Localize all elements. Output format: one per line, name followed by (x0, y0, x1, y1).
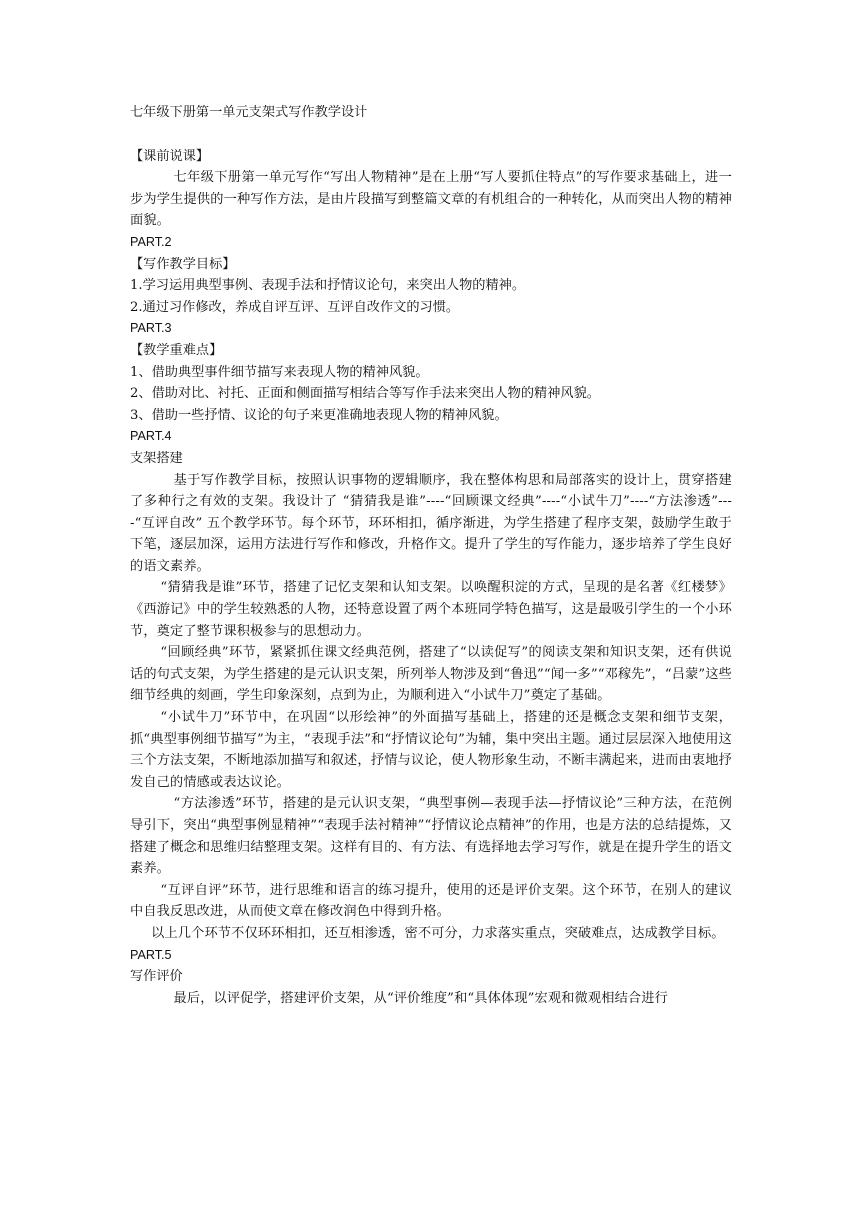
part-3-label: PART.3 (130, 321, 172, 336)
part-2-label: PART.2 (130, 234, 172, 249)
preclass-heading: 【课前说课】 (130, 148, 210, 164)
scaffold-paragraph-5: “方法渗透”环节，搭建的是元认识支架，“典型事例—表现手法—抒情议论”三种方法，在范例导引下，突出“典型事例显精神”“表现手法衬精神”“抒情议论点精神”的作用，也是方法的总结提炼，又搭建了概念和思维归结整理支架。这样有目的、有方法、有选择地去学习写作，就是在提升学生的语文素养。 (130, 796, 732, 877)
scaffold-paragraph-1: 基于写作教学目标，按照认识事物的逻辑顺序，我在整体构思和局部落实的设计上，贯穿搭建了多种行之有效的支架。我设计了 “猜猜我是谁”----“回顾课文经典”----“小试牛刀”----“方法渗透”----“互评自改” 五个教学环节。每个环节，环环相扣，循序渐进，为学生搭建了程序支架，鼓励学生敢于下笔，逐层加深，运用方法进行写作和修改，升格作文。提升了学生的写作能力，逐步培养了学生良好的语文素养。 (130, 472, 732, 574)
document-title: 七年级下册第一单元支架式写作教学设计 (130, 105, 368, 120)
part-4-label: PART.4 (130, 429, 172, 444)
key-point-item-2: 2、借助对比、衬托、正面和侧面描写相结合等写作手法来突出人物的精神风貌。 (130, 386, 600, 402)
scaffold-heading: 支架搭建 (130, 450, 183, 466)
key-point-item-1: 1、借助典型事件细节描写来表现人物的精神风貌。 (130, 364, 429, 380)
scaffold-paragraph-4: “小试牛刀”环节中，在巩固“以形绘神”的外面描写基础上，搭建的还是概念支架和细节支架，抓“典型事例细节描写”为主，“表现手法”和“抒情议论句”为辅，集中突出主题。通过层层深入地使用这三个方法支架，不断地添加描写和叙述，抒情与议论，使人物形象生动，不断丰满起来，进而由衷地抒发自己的情感或表达议论。 (130, 710, 732, 790)
scaffold-paragraph-6: “互评自评”环节，进行思维和语言的练习提升，使用的还是评价支架。这个环节，在别人的建议中自我反思改进，从而使文章在修改润色中得到升格。 (130, 882, 732, 920)
preclass-paragraph: 七年级下册第一单元写作“写出人物精神”是在上册“写人要抓住特点”的写作要求基础上，进一步为学生提供的一种写作方法，是由片段描写到整篇文章的有机组合的一种转化，从而突出人物的精神面貌。 (130, 170, 732, 229)
goal-item-1: 1.学习运用典型事例、表现手法和抒情议论句，来突出人物的精神。 (130, 278, 526, 294)
key-points-heading: 【教学重难点】 (130, 342, 223, 358)
goals-heading: 【写作教学目标】 (130, 256, 236, 272)
evaluation-paragraph: 最后，以评促学，搭建评价支架，从“评价维度”和“具体体现”宏观和微观相结合进行 (173, 990, 668, 1006)
part-5-label: PART.5 (130, 947, 172, 962)
scaffold-paragraph-2: “猜猜我是谁”环节，搭建了记忆支架和认知支架。以唤醒积淀的方式，呈现的是名著《红楼梦》《西游记》中的学生较熟悉的人物，还特意设置了两个本班同学特色描写，这是最吸引学生的一个小环节，奠定了整节课积极参与的思想动力。 (130, 580, 732, 639)
document-page (130, 102, 732, 1009)
scaffold-paragraph-3: “回顾经典”环节，紧紧抓住课文经典范例，搭建了“以读促写”的阅读支架和知识支架，还有供说话的句式支架，为学生搭建的是元认识支架，所列举人物涉及到“鲁迅”“闻一多”“邓稼先”，“吕蒙”这些细节经典的刻画，学生印象深刻，点到为止，为顺利进入“小试牛刀”奠定了基础。 (130, 645, 732, 704)
scaffold-paragraph-7: 以上几个环节不仅环环相扣，还互相渗透，密不可分，力求落实重点，突破难点，达成教学目标。 (151, 925, 725, 941)
evaluation-heading: 写作评价 (130, 969, 183, 985)
key-point-item-3: 3、借助一些抒情、议论的句子来更准确地表现人物的精神风貌。 (130, 407, 508, 423)
goal-item-2: 2.通过习作修改，养成自评互评、互评自改作文的习惯。 (130, 299, 460, 315)
